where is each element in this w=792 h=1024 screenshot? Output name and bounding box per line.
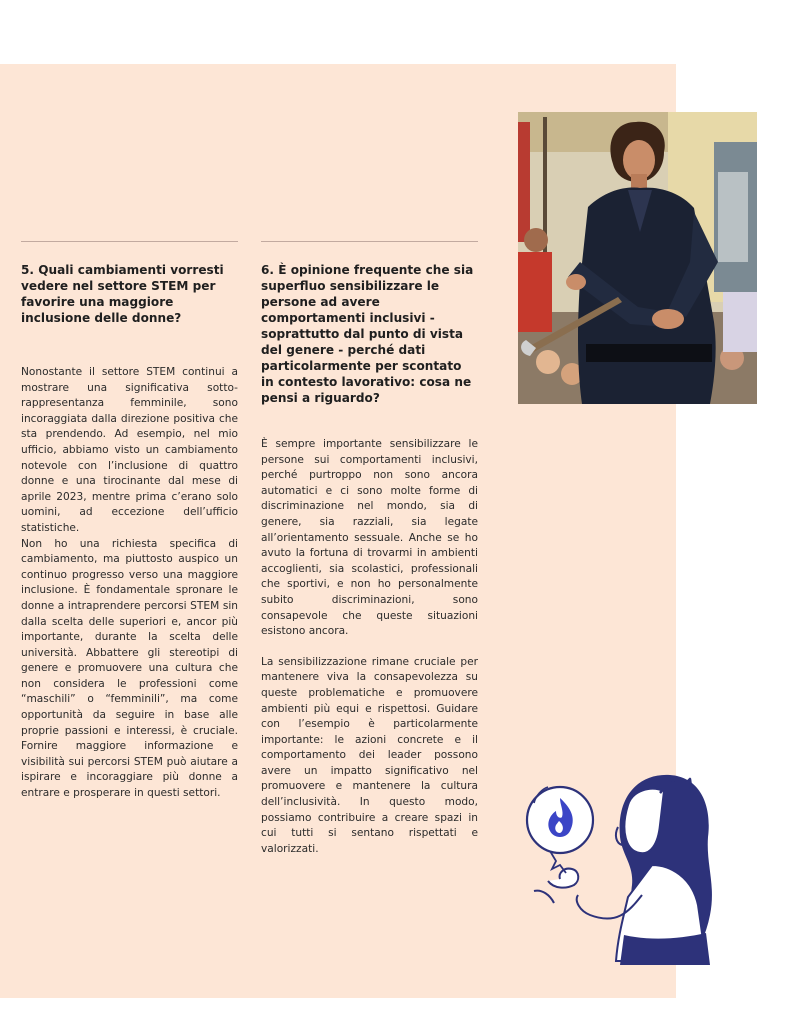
- section-6-paragraph-2: La sensibilizzazione rimane cruciale per mantenere viva la consapevolezza su queste problematiche e promuovere ambienti più equi e rispettosi. Guidare con l’esempio è particolarmente importante: le azioni concrete e il comportamento dei leader possono avere un impatto significativo nel promuovere e mantenere la cultura dell’inclusività. In questo modo, possiamo contribuire a creare spazi in cui tutti si sentano rispettati e valorizzati.: [261, 655, 478, 855]
- illustration-image: [520, 765, 725, 965]
- photo-martial-artist: [518, 112, 757, 404]
- section-5-paragraph-2: Non ho una richiesta specifica di cambiamento, ma piuttosto auspico un continuo progresso verso una maggiore inclusione. È fondamentale spronare le donne a intraprendere percorsi STEM sin dalla scelta delle superiori e, ancor più importante, durante la scelta delle università. Abbattere gli stereotipi di genere e promuovere una cultura che non considera le professioni come “maschili” o “femminili”, ma come opportunità da seguire in base alle proprie passioni e interessi, è cruciale. Fornire maggiore informazione e visibilità sui percorsi STEM può aiutare a ispirare e incoraggiare più donne a entrare e prosperare in questi settori.: [21, 537, 238, 800]
- section-5: [21, 241, 238, 802]
- woman-with-flame-illustration: [520, 765, 725, 965]
- section-6-paragraph-1: È sempre importante sensibilizzare le persone sui comportamenti inclusivi, perché purtroppo non sono ancora automatici e ci sono molte forme di discriminazione nel mondo, sia di genere, sia razziali, sia legate all’orientamento sessuale. Anche se ho avuto la fortuna di trovarmi in ambienti accoglienti, sia scolastici, professionali che sportivi, e non ho personalmente subito discriminazioni, sono consapevole che queste situazioni esistono ancora.: [261, 438, 478, 638]
- section-6: [261, 241, 478, 857]
- section-6-divider: [261, 241, 478, 242]
- section-5-divider: [21, 241, 238, 242]
- section-5-question: 5. Quali cambiamenti vorresti vedere nel settore STEM per favorire una maggiore inclusione delle donne?: [21, 263, 224, 325]
- section-5-paragraph-1: Nonostante il settore STEM continui a mostrare una significativa sotto-rappresentanza femminile, sono incoraggiata dalla direzione positiva che sta prendendo. Ad esempio, nel mio ufficio, abbiamo visto un cambiamento notevole con l’inclusione di quattro donne e una tirocinante dal mese di aprile 2023, mentre prima c’erano solo uomini, ad eccezione dell’ufficio statistiche.: [21, 366, 238, 534]
- photo-image: [518, 112, 757, 404]
- section-6-question: 6. È opinione frequente che sia superfluo sensibilizzare le persone ad avere comportamenti inclusivi - soprattutto dal punto di vista del genere - perché dati particolarmente per scontato in contesto lavorativo: cosa ne pensi a riguardo?: [261, 263, 474, 405]
